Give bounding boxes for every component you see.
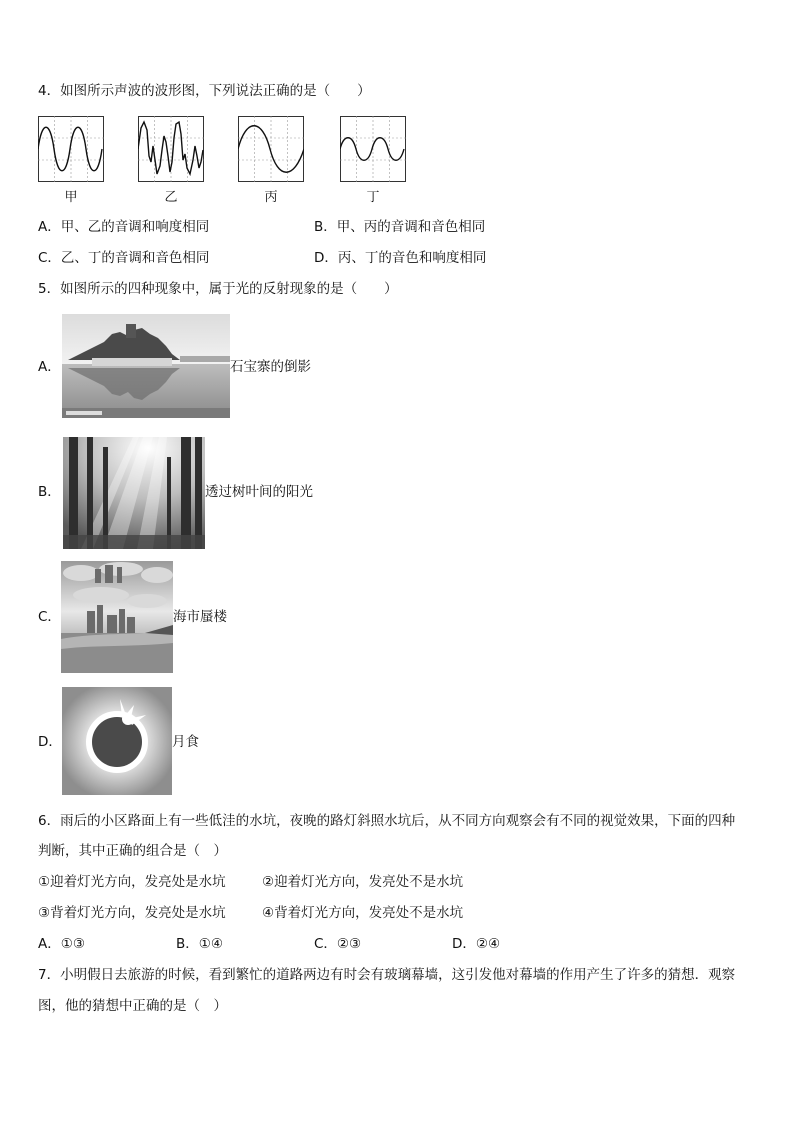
- q5-option-d-caption: 月食: [172, 734, 199, 750]
- eclipse-photo: [62, 687, 172, 795]
- q6-judgement-1: ①迎着灯光方向，发亮处是水坑: [38, 874, 226, 890]
- q5-option-a-caption: 石宝寨的倒影: [230, 359, 311, 375]
- q5-option-a-letter: A．: [38, 359, 61, 375]
- q6-option-b: B．①④: [176, 936, 223, 952]
- wave-label-jia: 甲: [64, 190, 78, 205]
- q6-option-c: C．②③: [314, 936, 362, 952]
- q7-stem-line1: 7．小明假日去旅游的时候，看到繁忙的道路两边有时会有玻璃幕墙，这引发他对幕墙的作用产生了许多的猜想．观察: [38, 967, 736, 983]
- q6-judgement-3: ③背着灯光方向，发亮处是水坑: [38, 905, 226, 921]
- wave-chart-bing: [238, 116, 304, 182]
- q6-option-d: D．②④: [452, 936, 501, 952]
- wave-chart-yi: [138, 116, 204, 182]
- wave-chart-ding: [340, 116, 406, 182]
- mirage-city-photo: [61, 561, 173, 673]
- q5-option-d-letter: D．: [38, 734, 62, 750]
- q6-judgement-4: ④背着灯光方向，发亮处不是水坑: [262, 905, 464, 921]
- q6-stem-line2: 判断，其中正确的组合是（ ）: [38, 843, 227, 859]
- q4-option-d: D．丙、丁的音色和响度相同: [314, 250, 487, 266]
- wave-label-yi: 乙: [164, 190, 178, 205]
- pagoda-reflection-photo: [62, 314, 230, 418]
- q5-stem: 5．如图所示的四种现象中，属于光的反射现象的是（ ）: [38, 281, 398, 297]
- wave-chart-jia: [38, 116, 104, 182]
- q6-judgement-2: ②迎着灯光方向，发亮处不是水坑: [262, 874, 464, 890]
- wave-label-bing: 丙: [264, 190, 278, 205]
- q5-option-c-letter: C．: [38, 609, 61, 625]
- q4-option-a: A．甲、乙的音调和响度相同: [38, 219, 210, 235]
- q6-stem-line1: 6．雨后的小区路面上有一些低洼的水坑，夜晚的路灯斜照水坑后，从不同方向观察会有不同的视觉效果，下面的四种: [38, 813, 736, 829]
- q5-option-b-caption: 透过树叶间的阳光: [205, 484, 313, 500]
- q5-option-c-caption: 海市蜃楼: [173, 609, 227, 625]
- wave-label-ding: 丁: [366, 190, 380, 205]
- q6-option-a: A．①③: [38, 936, 85, 952]
- q5-option-b-letter: B．: [38, 484, 61, 500]
- q4-option-b: B．甲、丙的音调和音色相同: [314, 219, 486, 235]
- q4-stem: 4．如图所示声波的波形图，下列说法正确的是（ ）: [38, 83, 371, 99]
- q7-stem-line2: 图，他的猜想中正确的是（ ）: [38, 998, 227, 1014]
- sunbeams-forest-photo: [63, 437, 205, 549]
- q4-option-c: C．乙、丁的音调和音色相同: [38, 250, 210, 266]
